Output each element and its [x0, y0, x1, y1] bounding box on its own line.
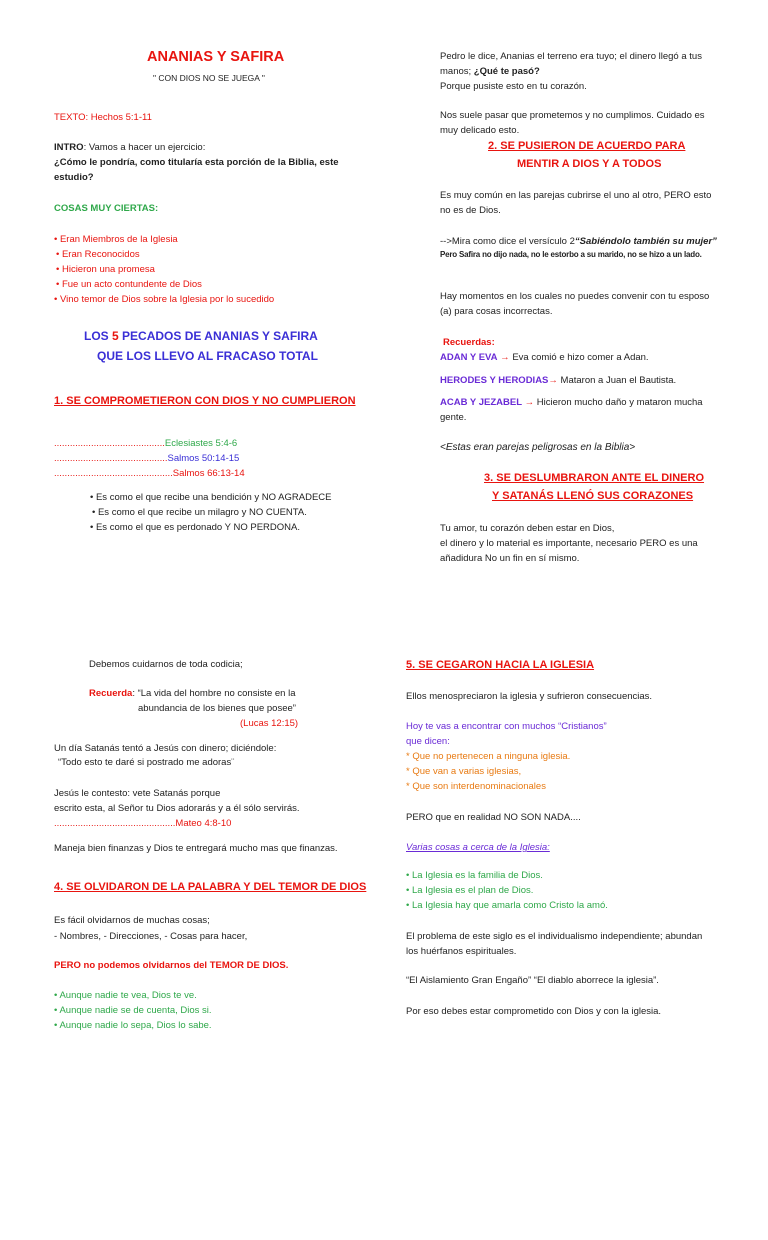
- recuerdas-label: Recuerdas:: [443, 337, 495, 348]
- cosas-item: • Eran Miembros de la Iglesia: [54, 232, 178, 247]
- nos-line2: muy delicado esto.: [440, 125, 520, 136]
- section-1-heading: 1. SE COMPROMETIERON CON DIOS Y NO CUMPLIERON: [54, 395, 356, 407]
- pedro-line2: manos; ¿Qué te pasó?: [440, 66, 540, 77]
- que-item: * Que son interdenominacionales: [406, 781, 546, 792]
- cosas-heading: COSAS MUY CIERTAS:: [54, 203, 159, 214]
- page-1: [0, 0, 768, 600]
- amor-line3: añadidura No un fin en sí mismo.: [440, 553, 580, 564]
- reference-line: ..........................................Eclesiastes 5:4-6: [54, 438, 238, 449]
- texto-reference: TEXTO: Hechos 5:1-11: [54, 112, 152, 123]
- pareja-line: HERODES Y HERODIAS→ Mataron a Juan el Bautista.: [440, 375, 677, 386]
- reference-line: ...........................................Salmos 50:14-15: [54, 453, 240, 464]
- document-subtitle: " CON DIOS NO SE JUEGA ": [153, 73, 265, 83]
- aunque-item: • Aunque nadie te vea, Dios te ve.: [54, 988, 197, 1003]
- jesus-line1: Jesús le contesto: vete Satanás porque: [54, 788, 221, 799]
- cosas-item: • Fue un acto contundente de Dios: [56, 277, 202, 292]
- cosas-item: • Hicieron una promesa: [56, 262, 155, 277]
- comun-line1: Es muy común en las parejas cubrirse el uno al otro, PERO esto: [440, 190, 712, 201]
- hay-line1: Hay momentos en los cuales no puedes convenir con tu esposo: [440, 291, 710, 302]
- debemos-line: Debemos cuidarnos de toda codicia;: [89, 659, 243, 670]
- hay-line2: (a) para cosas incorrectas.: [440, 306, 553, 317]
- varias-cosas-heading: Varias cosas a cerca de la Iglesia:: [406, 842, 550, 853]
- intro-label: INTRO: [54, 142, 84, 153]
- es-como-item: • Es como el que recibe un milagro y NO CUENTA.: [92, 505, 307, 520]
- pareja-line: ADAN Y EVA → Eva comió e hizo comer a Adan.: [440, 352, 649, 363]
- nombres-line: - Nombres, - Direcciones, - Cosas para hacer,: [54, 931, 248, 942]
- recuerda-line: Recuerda: “La vida del hombre no consiste en la: [89, 688, 296, 699]
- aunque-item: • Aunque nadie se de cuenta, Dios si.: [54, 1003, 212, 1018]
- problema-line1: El problema de este siglo es el individualismo independiente; abundan: [406, 931, 703, 942]
- aunque-item: • Aunque nadie lo sepa, Dios lo sabe.: [54, 1018, 212, 1033]
- page-2: [0, 640, 768, 1240]
- section-3-heading-line2: Y SATANÁS LLENÓ SUS CORAZONES: [492, 490, 694, 502]
- section-2-heading-line1: 2. SE PUSIERON DE ACUERDO PARA: [488, 140, 686, 152]
- que-item: * Que no pertenecen a ninguna iglesia.: [406, 751, 571, 762]
- por-eso-line: Por eso debes estar comprometido con Dios y con la iglesia.: [406, 1006, 662, 1017]
- parejas-peligrosas-note: <Estas eran parejas peligrosas en la Biblia>: [440, 442, 636, 453]
- nos-line1: Nos suele pasar que prometemos y no cumplimos. Cuidado es: [440, 110, 705, 121]
- pecados-heading-line1: LOS 5 PECADOS DE ANANIAS Y SAFIRA: [84, 329, 318, 343]
- pareja-line: ACAB Y JEZABEL → Hicieron mucho daño y mataron mucha gente.: [440, 397, 703, 423]
- aislamiento-line: “El Aislamiento Gran Engaño” “El diablo aborrece la iglesia”.: [406, 975, 659, 986]
- amor-line2: el dinero y lo material es importante, necesario PERO es una: [440, 538, 698, 549]
- pero-nada-line: PERO que en realidad NO SON NADA....: [406, 812, 581, 823]
- maneja-line: Maneja bien finanzas y Dios te entregará mucho mas que finanzas.: [54, 843, 338, 854]
- cosas-item: • Eran Reconocidos: [56, 247, 140, 262]
- vida-line2: abundancia de los bienes que posee”: [138, 703, 296, 714]
- comun-line2: no es de Dios.: [440, 205, 501, 216]
- mira-line: -->Mira como dice el versículo 2“Sabiéndolo también su mujer”: [440, 236, 717, 247]
- intro-text: : Vamos a hacer un ejercicio:: [83, 142, 206, 153]
- temor-line: PERO no podemos olvidarnos del TEMOR DE DIOS.: [54, 960, 289, 971]
- section-2-heading-line2: MENTIR A DIOS Y A TODOS: [517, 158, 662, 170]
- section-5-heading: 5. SE CEGARON HACIA LA IGLESIA: [406, 659, 595, 671]
- iglesia-item: • La Iglesia es la familia de Dios.: [406, 868, 543, 883]
- jesus-line2: escrito esta, al Señor tu Dios adorarás y a él sólo servirás.: [54, 803, 300, 814]
- es-como-item: • Es como el que recibe una bendición y NO AGRADECE: [90, 490, 331, 505]
- problema-line2: los huérfanos espirituales.: [406, 946, 517, 957]
- pedro-line1: Pedro le dice, Ananias el terreno era tuyo; el dinero llegó a tus: [440, 51, 702, 62]
- hoy-line2: que dicen:: [406, 736, 450, 747]
- intro-question: ¿Cómo le pondría, como titularía esta porción de la Biblia, este estudio?: [54, 157, 339, 183]
- section-4-heading: 4. SE OLVIDARON DE LA PALABRA Y DEL TEMOR DE DIOS: [54, 881, 367, 893]
- facil-line: Es fácil olvidarnos de muchas cosas;: [54, 915, 210, 926]
- cosas-item: • Vino temor de Dios sobre la Iglesia por lo sucedido: [54, 292, 274, 307]
- pecados-heading-line2: QUE LOS LLEVO AL FRACASO TOTAL: [97, 349, 318, 363]
- satanas-line1: Un día Satanás tentó a Jesús con dinero; diciéndole:: [54, 743, 277, 754]
- satanas-line2: “Todo esto te daré si postrado me adoras¨: [58, 757, 235, 768]
- section-3-heading-line1: 3. SE DESLUMBRARON ANTE EL DINERO: [484, 472, 705, 484]
- iglesia-item: • La Iglesia hay que amarla como Cristo la amó.: [406, 898, 608, 913]
- es-como-item: • Es como el que es perdonado Y NO PERDONA.: [90, 520, 300, 535]
- ellos-line: Ellos menospreciaron la iglesia y sufrieron consecuencias.: [406, 691, 653, 702]
- reference-line: .............................................Salmos 66:13-14: [54, 468, 245, 479]
- que-item: * Que van a varias iglesias,: [406, 766, 522, 777]
- lucas-reference: (Lucas 12:15): [240, 718, 299, 729]
- amor-line1: Tu amor, tu corazón deben estar en Dios,: [440, 523, 615, 534]
- pedro-line3: Porque pusiste esto en tu corazón.: [440, 81, 587, 92]
- hoy-line1: Hoy te vas a encontrar con muchos “Cristianos”: [406, 721, 607, 732]
- mateo-reference: ..............................................Mateo 4:8-10: [54, 818, 232, 829]
- intro-line: [54, 140, 205, 155]
- pero-safira-text: Pero Safira no dijo nada, no le estorbo a su marido, no se hizo a un lado.: [440, 250, 702, 259]
- document-title: ANANIAS Y SAFIRA: [147, 49, 285, 65]
- iglesia-item: • La Iglesia es el plan de Dios.: [406, 883, 533, 898]
